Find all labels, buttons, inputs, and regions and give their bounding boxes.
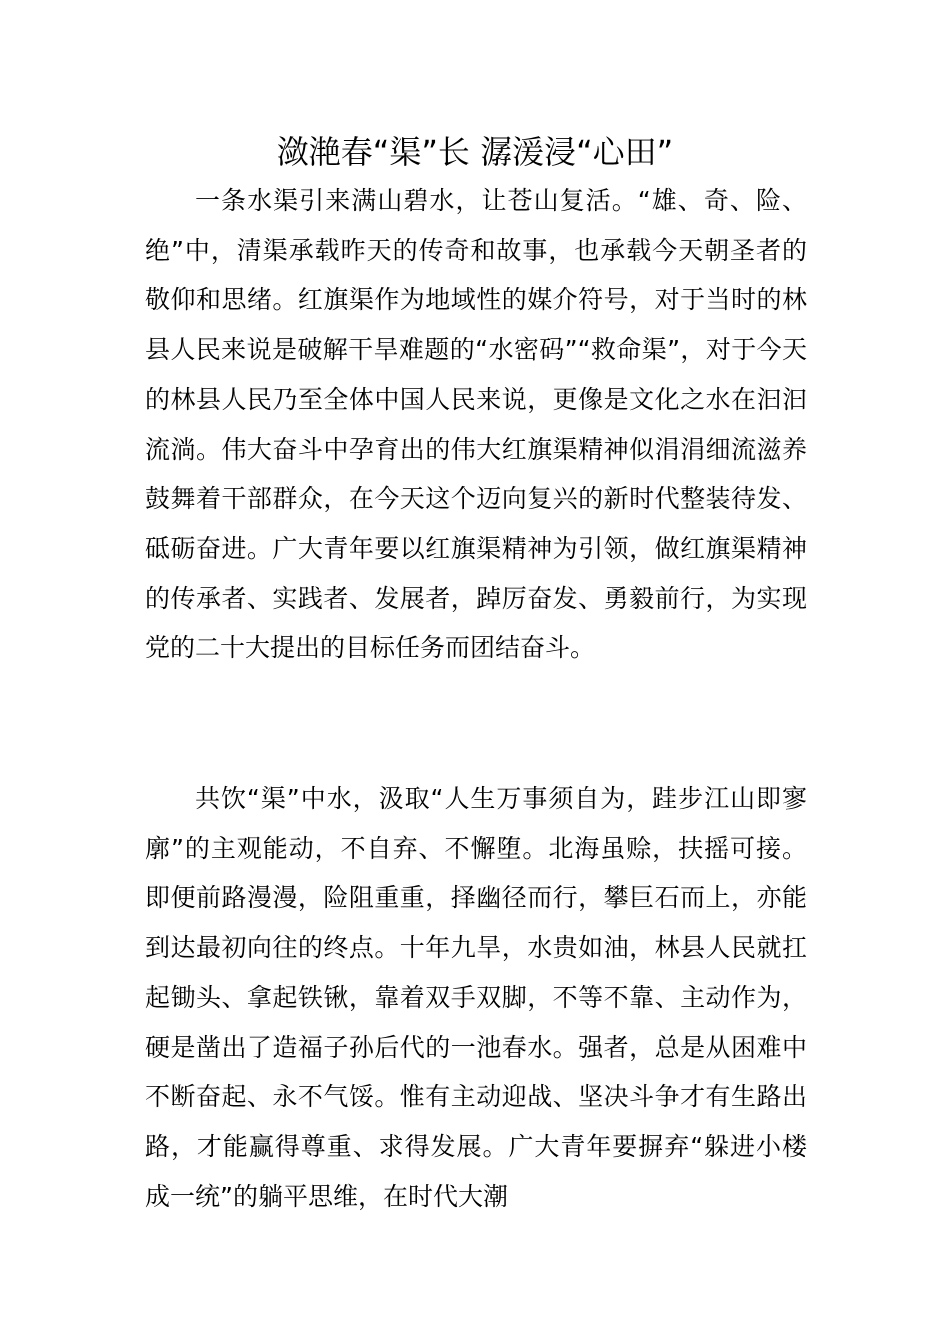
document-title: 潋滟春“渠”长 潺湲浸“心田” [276,133,674,171]
paragraph-1: 一条水渠引来满山碧水，让苍山复活。“雄、奇、险、绝”中，清渠承载昨天的传奇和故事，也承载今天朝圣者的敬仰和思绪。红旗渠作为地域性的媒介符号，对于当时的林县人民来说是破解干旱难题的“水密码”“救命渠”，对于今天的林县人民乃至全体中国人民来说，更像是文化之水在汩汩流淌。伟大奋斗中孕育出的伟大红旗渠精神似涓涓细流滋养鼓舞着干部群众，在今天这个迈向复兴的新时代整装待发、砥砺奋进。广大青年要以红旗渠精神为引领，做红旗渠精神的传承者、实践者、发展者，踔厉奋发、勇毅前行，为实现党的二十大提出的目标任务而团结奋斗。 [145,186,807,663]
paragraph-2: 共饮“渠”中水，汲取“人生万事须自为，跬步江山即寥廓”的主观能动，不自弃、不懈堕。北海虽赊，扶摇可接。即便前路漫漫，险阻重重，择幽径而行，攀巨石而上，亦能到达最初向往的终点。十年九旱，水贵如油，林县人民就扛起锄头、拿起铁锹，靠着双手双脚，不等不靠、主动作为，硬是凿出了造福子孙后代的一池春水。强者，总是从困难中不断奋起、永不气馁。惟有主动迎战、坚决斗争才有生路出路，才能赢得尊重、求得发展。广大青年要摒弃“躲进小楼成一统”的躺平思维，在时代大潮 [145,784,807,1211]
